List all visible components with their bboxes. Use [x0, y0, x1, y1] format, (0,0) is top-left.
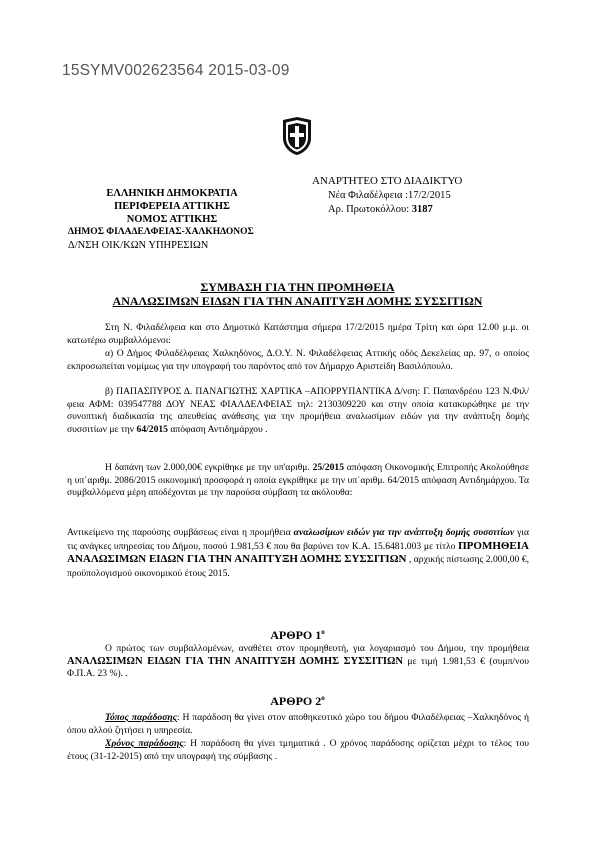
header-posting-note: ΑΝΑΡΤΗΤΕΟ ΣΤΟ ΔΙΑΔΙΚΤΥΟ — [312, 175, 463, 187]
paragraph-subject: Αντικείμενο της παρούσης συμβάσεως είναι η προμήθεια αναλωσίμων ειδών για την ανάπτυξη δομής συσσιτίων για τις ανάγκες υπηρεσίας του Δήμου, ποσού 1.981,53 € που θα βαρύνει τον Κ.Α. 15.6481.003 με τίτλο ΠΡΟΜΗΘΕΙΑ ΑΝΑΛΩΣΙΜΩΝ ΕΙΔΩΝ ΓΙΑ ΤΗΝ ΑΝΑΠΤΥΞΗ ΔΟΜΗΣ ΣΥΣΣΙΤΙΩΝ , αρχικής πίστωσης 2.000,00 €, προϋπολογισμού οικονομικού έτους 2015. — [67, 527, 530, 579]
paragraph-intro: Στη Ν. Φιλαδέλφεια και στο Δημοτικό Κατάστημα σήμερα 17/2/2015 ημέρα Τρίτη και ώρα 12.00 μ.μ. οι κατωτέρω συμβαλλόμενοι: — [67, 322, 529, 346]
header-region: ΠΕΡΙΦΕΡΕΙΑ ΑΤΤΙΚΗΣ — [114, 201, 230, 212]
header-protocol: Αρ. Πρωτοκόλλου: 3187 — [328, 204, 433, 215]
article-2-place: Τόπος παράδοσης: Η παράδοση θα γίνει στον αποθηκευτικό χώρο του δήμου Φιλαδέλφειας –Χαλκηδόνος ή όπου αλλού ζητήσει η υπηρεσία. — [67, 712, 529, 736]
contract-title-line1: ΣΥΜΒΑΣΗ ΓΙΑ ΤΗΝ ΠΡΟΜΗΘΕΙΑ — [200, 280, 395, 294]
article-2-time: Χρόνος παράδοσης: Η παράδοση θα γίνει τμηματικά . Ο χρόνος παράδοσης ορίζεται μέχρι το τέλος του έτους (31-12-2015) από την υπογραφή της σύμβασης . — [67, 738, 529, 762]
header-republic: ΕΛΛΗΝΙΚΗ ΔΗΜΟΚΡΑΤΙΑ — [106, 188, 238, 199]
paragraph-party-a: α) Ο Δήμος Φιλαδέλφειας Χαλκηδόνος, Δ.Ο.Υ. Ν. Φιλαδέλφειας Αττικής οδός Δεκελείας αρ. 97, ο οποίος εκπροσωπείται νομίμως για την υπογραφή του παρόντος από τον Δήμαρχο Αριστείδη Βασιλόπουλο. — [67, 348, 529, 372]
contract-title-line2: ΑΝΑΛΩΣΙΜΩΝ ΕΙΔΩΝ ΓΙΑ ΤΗΝ ΑΝΑΠΤΥΞΗ ΔΟΜΗΣ ΣΥΣΣΙΤΙΩΝ — [112, 294, 483, 308]
header-date: Νέα Φιλαδέλφεια :17/2/2015 — [328, 190, 451, 201]
header-prefecture: ΝΟΜΟΣ ΑΤΤΙΚΗΣ — [126, 214, 218, 225]
greek-coat-of-arms-icon — [281, 116, 313, 156]
header-department: Δ/ΝΣΗ ΟΙΚ/ΚΩΝ ΥΠΗΡΕΣΙΩΝ — [68, 240, 209, 251]
article-1-heading: ΑΡΘΡΟ $1^o$ — [270, 628, 325, 642]
ada-code: 15SYMV002623564 2015-03-09 — [62, 62, 290, 79]
paragraph-expense: Η δαπάνη των 2.000,00€ εγκρίθηκε με την υπ'αριθμ. 25/2015 απόφαση Οικονομικής Επιτροπής Ακολούθησε η υπ΄αριθμ. 2086/2015 οικονομική προσφορά η οποία εγκρίθηκε με την υπ΄αριθμ. 64/2015 απόφαση Αντιδημάρχου. Τα συμβαλλόμενα μέρη αποδέχονται με την παρούσα σύμβαση τα ακόλουθα: — [67, 462, 529, 499]
article-2-heading: ΑΡΘΡΟ $2^o$ — [270, 694, 325, 708]
header-municipality: ΔΗΜΟΣ ΦΙΛΑΔΕΛΦΕΙΑΣ-ΧΑΛΚΗΔΟΝΟΣ — [68, 227, 254, 237]
article-1-text: Ο πρώτος των συμβαλλομένων, αναθέτει στον προμηθευτή, για λογαριασμό του Δήμου, την προμήθεια ΑΝΑΛΩΣΙΜΩΝ ΕΙΔΩΝ ΓΙΑ ΤΗΝ ΑΝΑΠΤΥΞΗ ΔΟΜΗΣ ΣΥΣΣΙΤΙΩΝ με τιμή 1.981,53 € (συμπ/νου Φ.Π.Α. 23 %). . — [67, 643, 529, 680]
paragraph-party-b: β) ΠΑΠΑΣΠΥΡΟΣ Δ. ΠΑΝΑΓΙΩΤΗΣ ΧΑΡΤΙΚΑ –ΑΠΟΡΡΥΠΑΝΤΙΚΑ Δ/νση: Γ. Παπανδρέου 123 Ν.Φιλ/φεια ΑΦΜ: 039547788 ΔΟΥ ΝΕΑΣ ΦΙΑΛΔΕΛΦΕΙΑΣ τηλ: 2130309220 και στην οποία κατακυρώθηκε με την συνοπτική διαδικασία της απευθείας ανάθεσης για την προμήθεια αναλωσίμων ειδών για την ανάπτυξη δομής συσσιτίων με την 64/2015 απόφαση Αντιδημάρχου . — [67, 386, 529, 435]
